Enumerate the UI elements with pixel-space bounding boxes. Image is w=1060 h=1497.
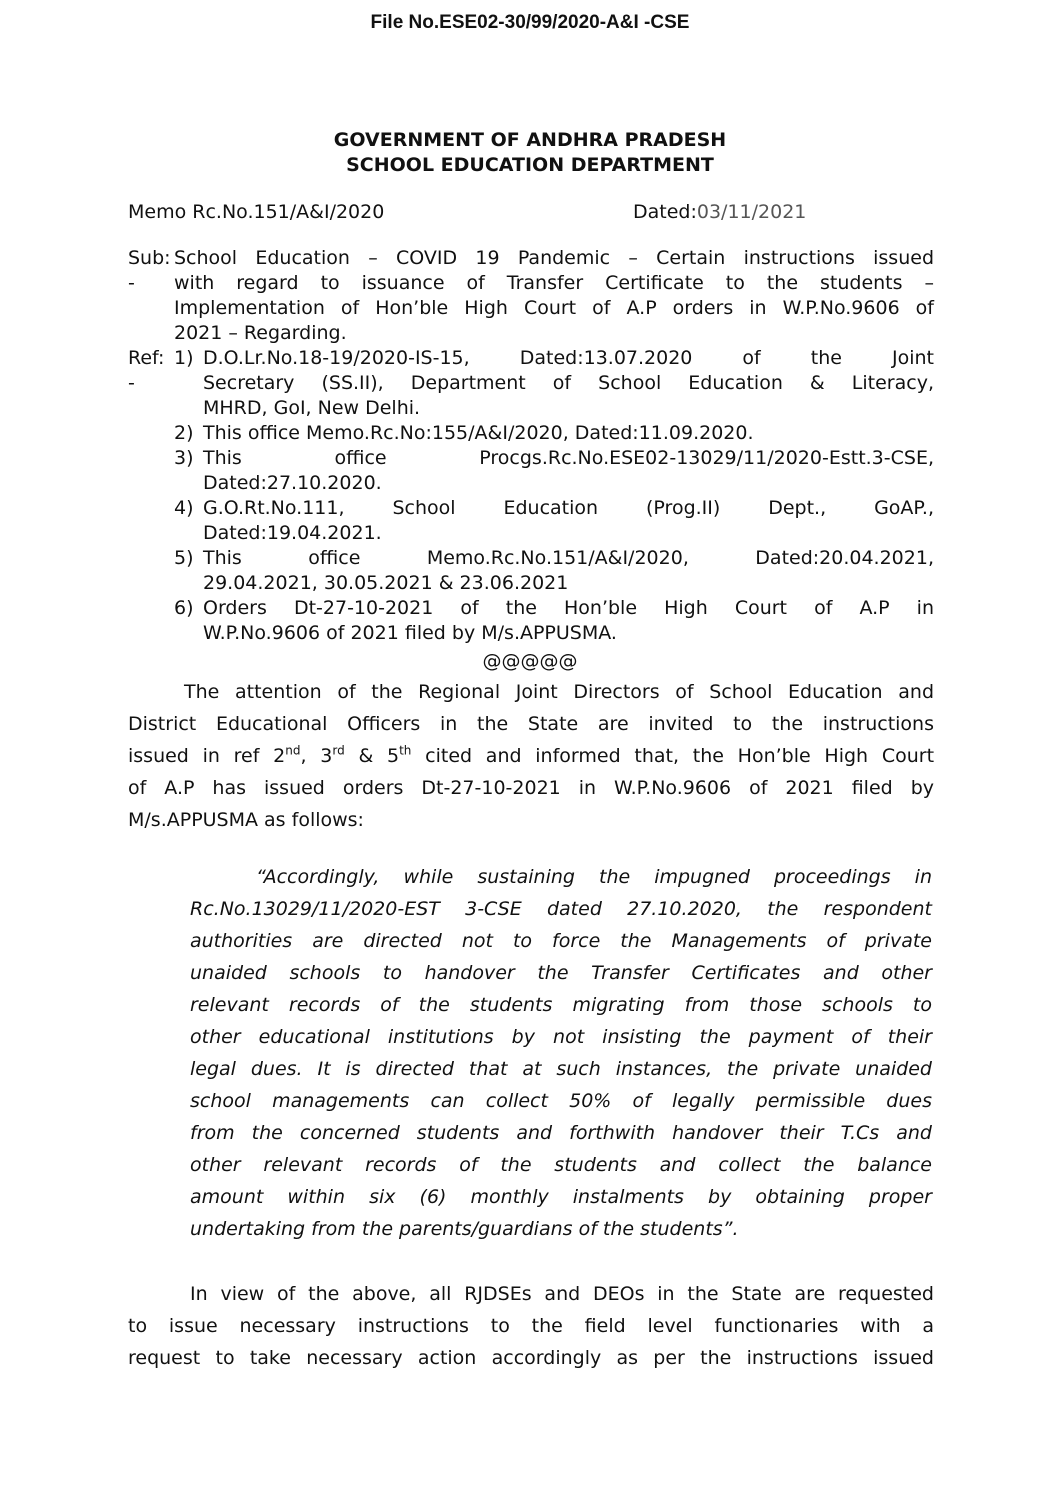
quote-line: from the concerned students and forthwith handover their T.Cs and xyxy=(190,1122,932,1144)
superscript: nd xyxy=(285,743,301,758)
reference-number: 3) xyxy=(174,447,194,469)
memo-number: Memo Rc.No.151/A&I/2020 xyxy=(128,201,385,223)
subject-text xyxy=(174,246,934,346)
quote-line: undertaking from the parents/guardians of the students”. xyxy=(190,1218,739,1240)
text-run: , 3 xyxy=(300,745,333,767)
document-heading xyxy=(0,128,1060,178)
reference-line: This office Memo.Rc.No:155/A&I/2020, Dated:11.09.2020. xyxy=(203,422,754,444)
reference-line: This office Procgs.Rc.No.ESE02-13029/11/2020-Estt.3-CSE, xyxy=(203,447,934,469)
government-title: GOVERNMENT OF ANDHRA PRADESH xyxy=(333,129,727,151)
subject-line: Implementation of Hon’ble High Court of A.P orders in W.P.No.9606 of xyxy=(174,297,934,319)
body-paragraph-1 xyxy=(128,676,934,836)
subject-dash: - xyxy=(128,272,135,294)
memo-date xyxy=(633,201,806,223)
file-number: File No.ESE02-30/99/2020-A&I -CSE xyxy=(370,12,690,33)
quote-line: relevant records of the students migrating from those schools to xyxy=(190,994,932,1016)
reference-number: 6) xyxy=(174,597,194,619)
superscript: rd xyxy=(332,743,345,758)
reference-line: 29.04.2021, 30.05.2021 & 23.06.2021 xyxy=(203,572,569,594)
reference-line: Dated:19.04.2021. xyxy=(203,522,382,544)
dated-value: 03/11/2021 xyxy=(696,201,807,223)
reference-line: G.O.Rt.No.111, School Education (Prog.II) Dept., GoAP., xyxy=(203,497,934,519)
superscript: th xyxy=(399,743,412,758)
reference-line: MHRD, GoI, New Delhi. xyxy=(203,397,421,419)
reference-text-2 xyxy=(203,421,934,446)
section-separator: @@@@@ xyxy=(482,650,578,672)
reference-number: 1) xyxy=(174,347,194,369)
reference-text-6 xyxy=(203,596,934,646)
text-run: & 5 xyxy=(344,745,400,767)
reference-line: W.P.No.9606 of 2021 filed by M/s.APPUSMA. xyxy=(203,622,617,644)
reference-line: Dated:27.10.2020. xyxy=(203,472,382,494)
reference-text-5 xyxy=(203,546,934,596)
paragraph-line: The attention of the Regional Joint Directors of School Education and xyxy=(184,681,934,703)
quote-line: Rc.No.13029/11/2020-EST 3-CSE dated 27.10.2020, the respondent xyxy=(190,898,932,920)
reference-number: 2) xyxy=(174,422,194,444)
quote-line: unaided schools to handover the Transfer Certificates and other xyxy=(190,962,932,984)
subject-line: School Education – COVID 19 Pandemic – Certain instructions issued xyxy=(174,247,934,269)
reference-text-1 xyxy=(203,346,934,421)
reference-line: This office Memo.Rc.No.151/A&I/2020, Dated:20.04.2021, xyxy=(203,547,934,569)
body-paragraph-2 xyxy=(128,1278,934,1374)
subject-line: 2021 – Regarding. xyxy=(174,322,347,344)
reference-line: D.O.Lr.No.18-19/2020-IS-15, Dated:13.07.2020 of the Joint xyxy=(203,347,934,369)
department-title: SCHOOL EDUCATION DEPARTMENT xyxy=(346,154,714,176)
quote-line: legal dues. It is directed that at such instances, the private unaided xyxy=(190,1058,932,1080)
reference-text-4 xyxy=(203,496,934,546)
paragraph-line: M/s.APPUSMA as follows: xyxy=(128,809,364,831)
dated-label: Dated: xyxy=(633,201,697,223)
paragraph-line: request to take necessary action accordingly as per the instructions issued xyxy=(128,1347,934,1369)
paragraph-line xyxy=(128,740,934,772)
paragraph-line: of A.P has issued orders Dt-27-10-2021 in W.P.No.9606 of 2021 filed by xyxy=(128,777,934,799)
references-label: Ref: xyxy=(128,347,165,369)
memo-line xyxy=(128,201,934,223)
quote-line: authorities are directed not to force the Managements of private xyxy=(190,930,932,952)
references-dash: - xyxy=(128,372,135,394)
court-order-quote xyxy=(190,861,932,1245)
paragraph-line: District Educational Officers in the State are invited to the instructions xyxy=(128,713,934,735)
quote-line: “Accordingly, while sustaining the impugned proceedings in xyxy=(256,866,932,888)
reference-line: Orders Dt-27-10-2021 of the Hon’ble High Court of A.P in xyxy=(203,597,934,619)
reference-number: 5) xyxy=(174,547,194,569)
subject-line: with regard to issuance of Transfer Certificate to the students – xyxy=(174,272,934,294)
paragraph-line: In view of the above, all RJDSEs and DEOs in the State are requested xyxy=(190,1283,934,1305)
subject-label: Sub: xyxy=(128,247,171,269)
quote-line: school managements can collect 50% of legally permissible dues xyxy=(190,1090,932,1112)
text-run: issued in ref 2 xyxy=(128,745,286,767)
reference-text-3 xyxy=(203,446,934,496)
quote-line: other educational institutions by not insisting the payment of their xyxy=(190,1026,932,1048)
reference-line: Secretary (SS.II), Department of School Education & Literacy, xyxy=(203,372,934,394)
quote-line: other relevant records of the students and collect the balance xyxy=(190,1154,932,1176)
text-run: cited and informed that, the Hon’ble High Court xyxy=(411,745,935,767)
paragraph-line: to issue necessary instructions to the field level functionaries with a xyxy=(128,1315,934,1337)
quote-line: amount within six (6) monthly instalments by obtaining proper xyxy=(190,1186,932,1208)
reference-number: 4) xyxy=(174,497,194,519)
